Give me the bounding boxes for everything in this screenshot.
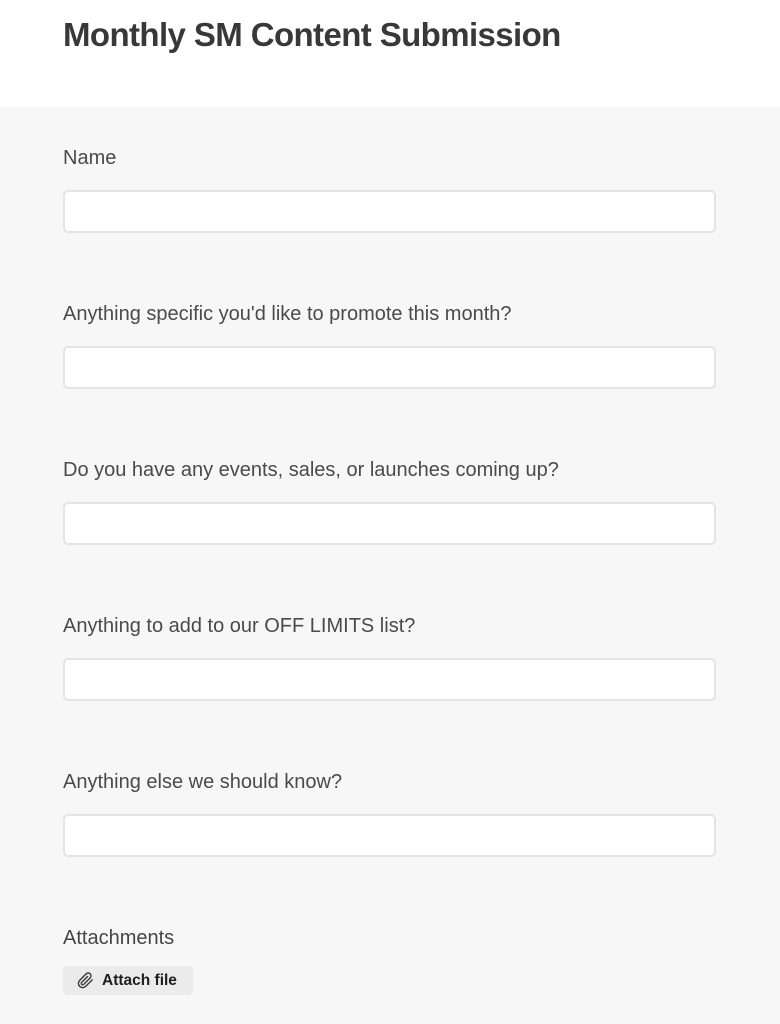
name-input[interactable] <box>63 190 716 233</box>
events-input[interactable] <box>63 502 716 545</box>
field-label-name: Name <box>63 147 117 169</box>
form-field <box>63 459 716 545</box>
attachments-section <box>63 927 716 995</box>
off-limits-input[interactable] <box>63 658 716 701</box>
form-field <box>63 615 716 701</box>
attach-file-button[interactable] <box>63 966 193 995</box>
field-label-promote: Anything specific you'd like to promote this month? <box>63 303 512 325</box>
field-label-anything-else: Anything else we should know? <box>63 771 343 793</box>
anything-else-input[interactable] <box>63 814 716 857</box>
attach-file-button-label: Attach file <box>102 971 177 989</box>
attachments-label: Attachments <box>63 927 175 949</box>
form-field <box>63 303 716 389</box>
promote-input[interactable] <box>63 346 716 389</box>
form-field <box>63 771 716 857</box>
form-field <box>63 147 716 233</box>
field-label-off-limits: Anything to add to our OFF LIMITS list? <box>63 615 416 637</box>
form-header <box>0 0 780 107</box>
page-title: Monthly SM Content Submission <box>63 16 561 53</box>
field-label-events: Do you have any events, sales, or launches coming up? <box>63 459 559 481</box>
form-content <box>0 147 780 995</box>
paperclip-icon <box>77 972 94 989</box>
